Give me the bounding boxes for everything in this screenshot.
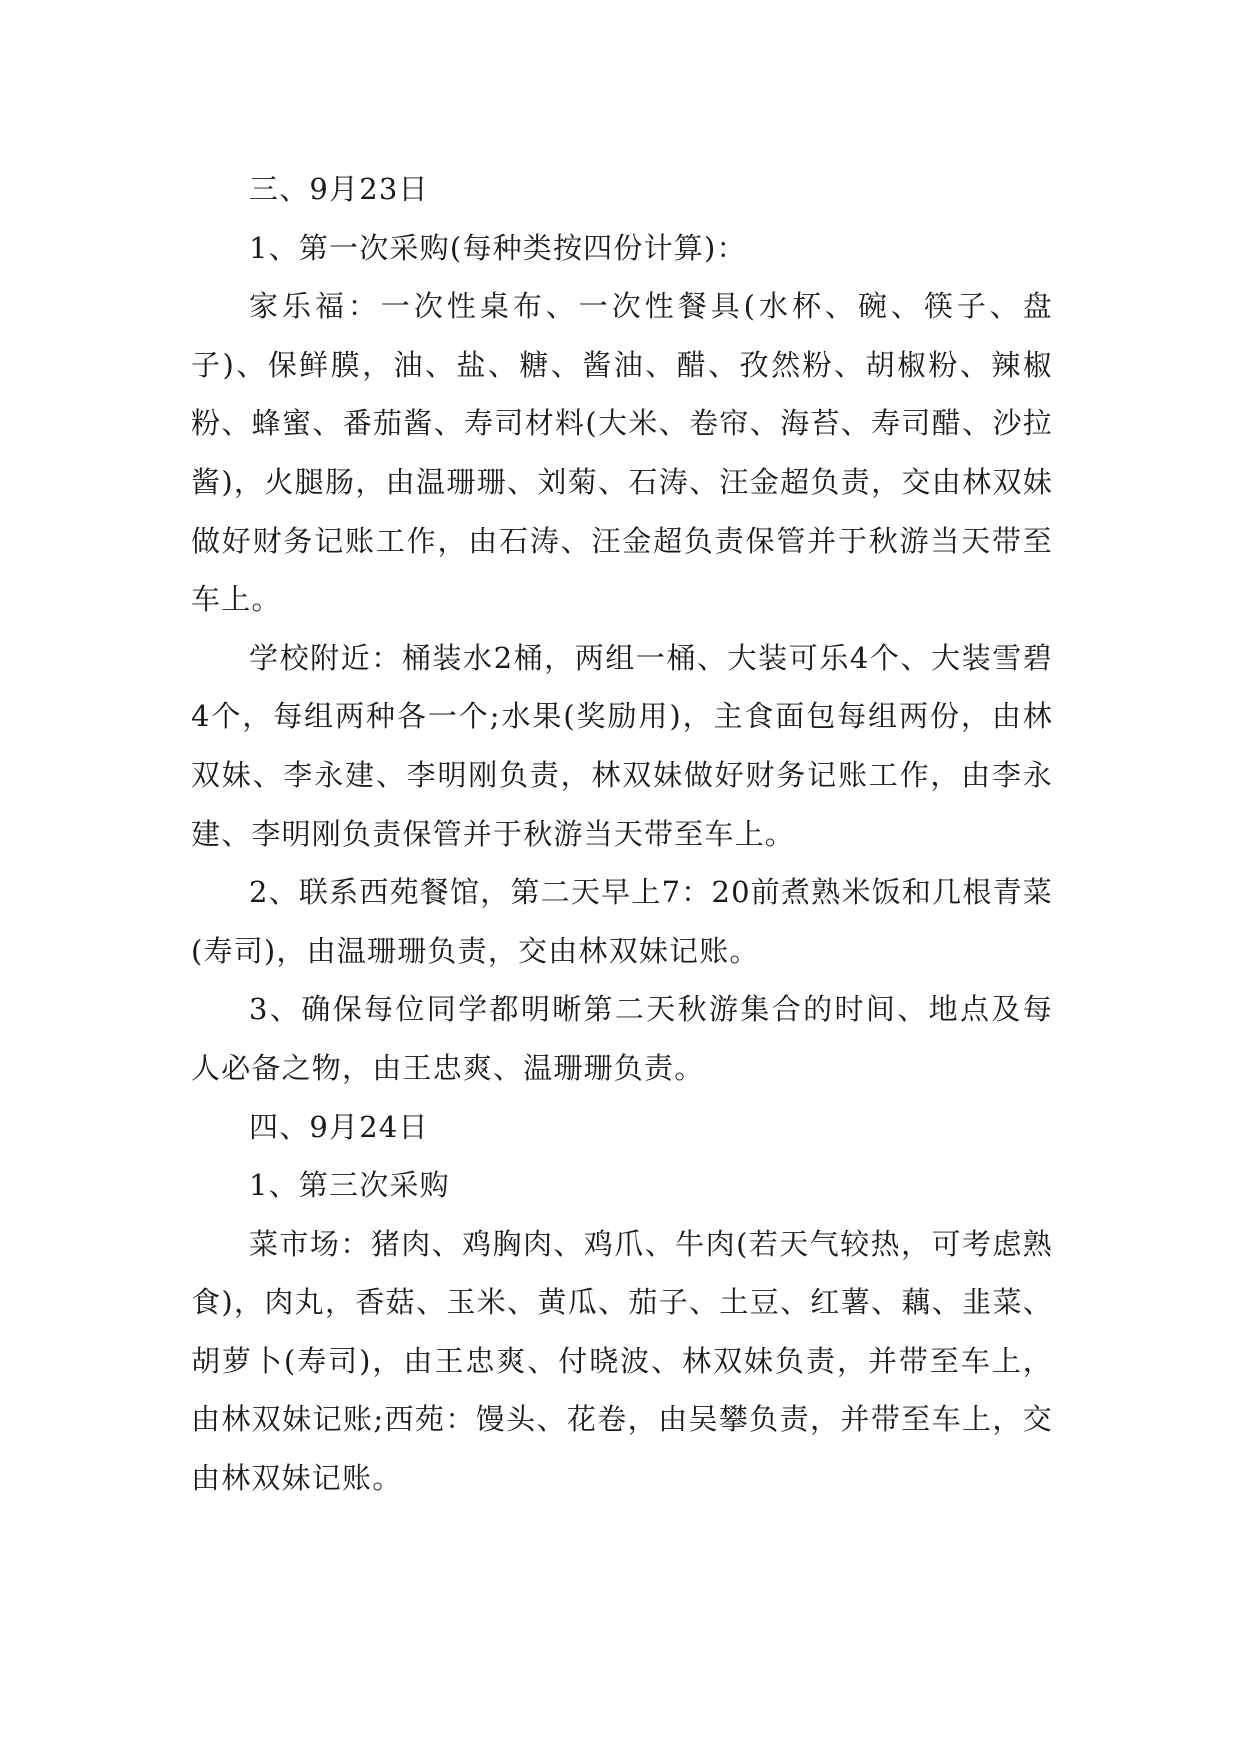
- document-body: [191, 160, 1053, 1508]
- item-contact-restaurant: 2、联系西苑餐馆，第二天早上7：20前煮熟米饭和几根青菜(寿司)，由温珊珊负责，交由林双妹记账。: [191, 875, 1053, 968]
- item-third-purchase: 1、第三次采购: [249, 1168, 450, 1203]
- section-heading-sep-23: 三、9月23日: [249, 172, 429, 206]
- item-first-purchase: 1、第一次采购(每种类按四份计算)：: [249, 230, 747, 265]
- item-confirm-details: 3、确保每位同学都明晰第二天秋游集合的时间、地点及每人必备之物，由王忠爽、温珊珊负责。: [191, 992, 1053, 1085]
- paragraph-carrefour: 家乐福：一次性桌布、一次性餐具(水杯、碗、筷子、盘子)、保鲜膜，油、盐、糖、酱油、醋、孜然粉、胡椒粉、辣椒粉、蜂蜜、番茄酱、寿司材料(大米、卷帘、海苔、寿司醋、沙拉酱)，火腿肠，由温珊珊、刘菊、石涛、汪金超负责，交由林双妹做好财务记账工作，由石涛、汪金超负责保管并于秋游当天带至车上。: [191, 289, 1053, 617]
- paragraph-near-school: 学校附近：桶装水2桶，两组一桶、大装可乐4个、大装雪碧4个，每组两种各一个;水果(奖励用)，主食面包每组两份，由林双妹、李永建、李明刚负责，林双妹做好财务记账工作，由李永建、李明刚负责保管并于秋游当天带至车上。: [191, 640, 1053, 851]
- section-heading-sep-24: 四、9月24日: [249, 1109, 429, 1144]
- paragraph-market: 菜市场：猪肉、鸡胸肉、鸡爪、牛肉(若天气较热，可考虑熟食)，肉丸，香菇、玉米、黄瓜、茄子、土豆、红薯、藕、韭菜、胡萝卜(寿司)，由王忠爽、付晓波、林双妹负责，并带至车上，由林双妹记账;西苑：馒头、花卷，由吴攀负责，并带至车上，交由林双妹记账。: [191, 1226, 1053, 1496]
